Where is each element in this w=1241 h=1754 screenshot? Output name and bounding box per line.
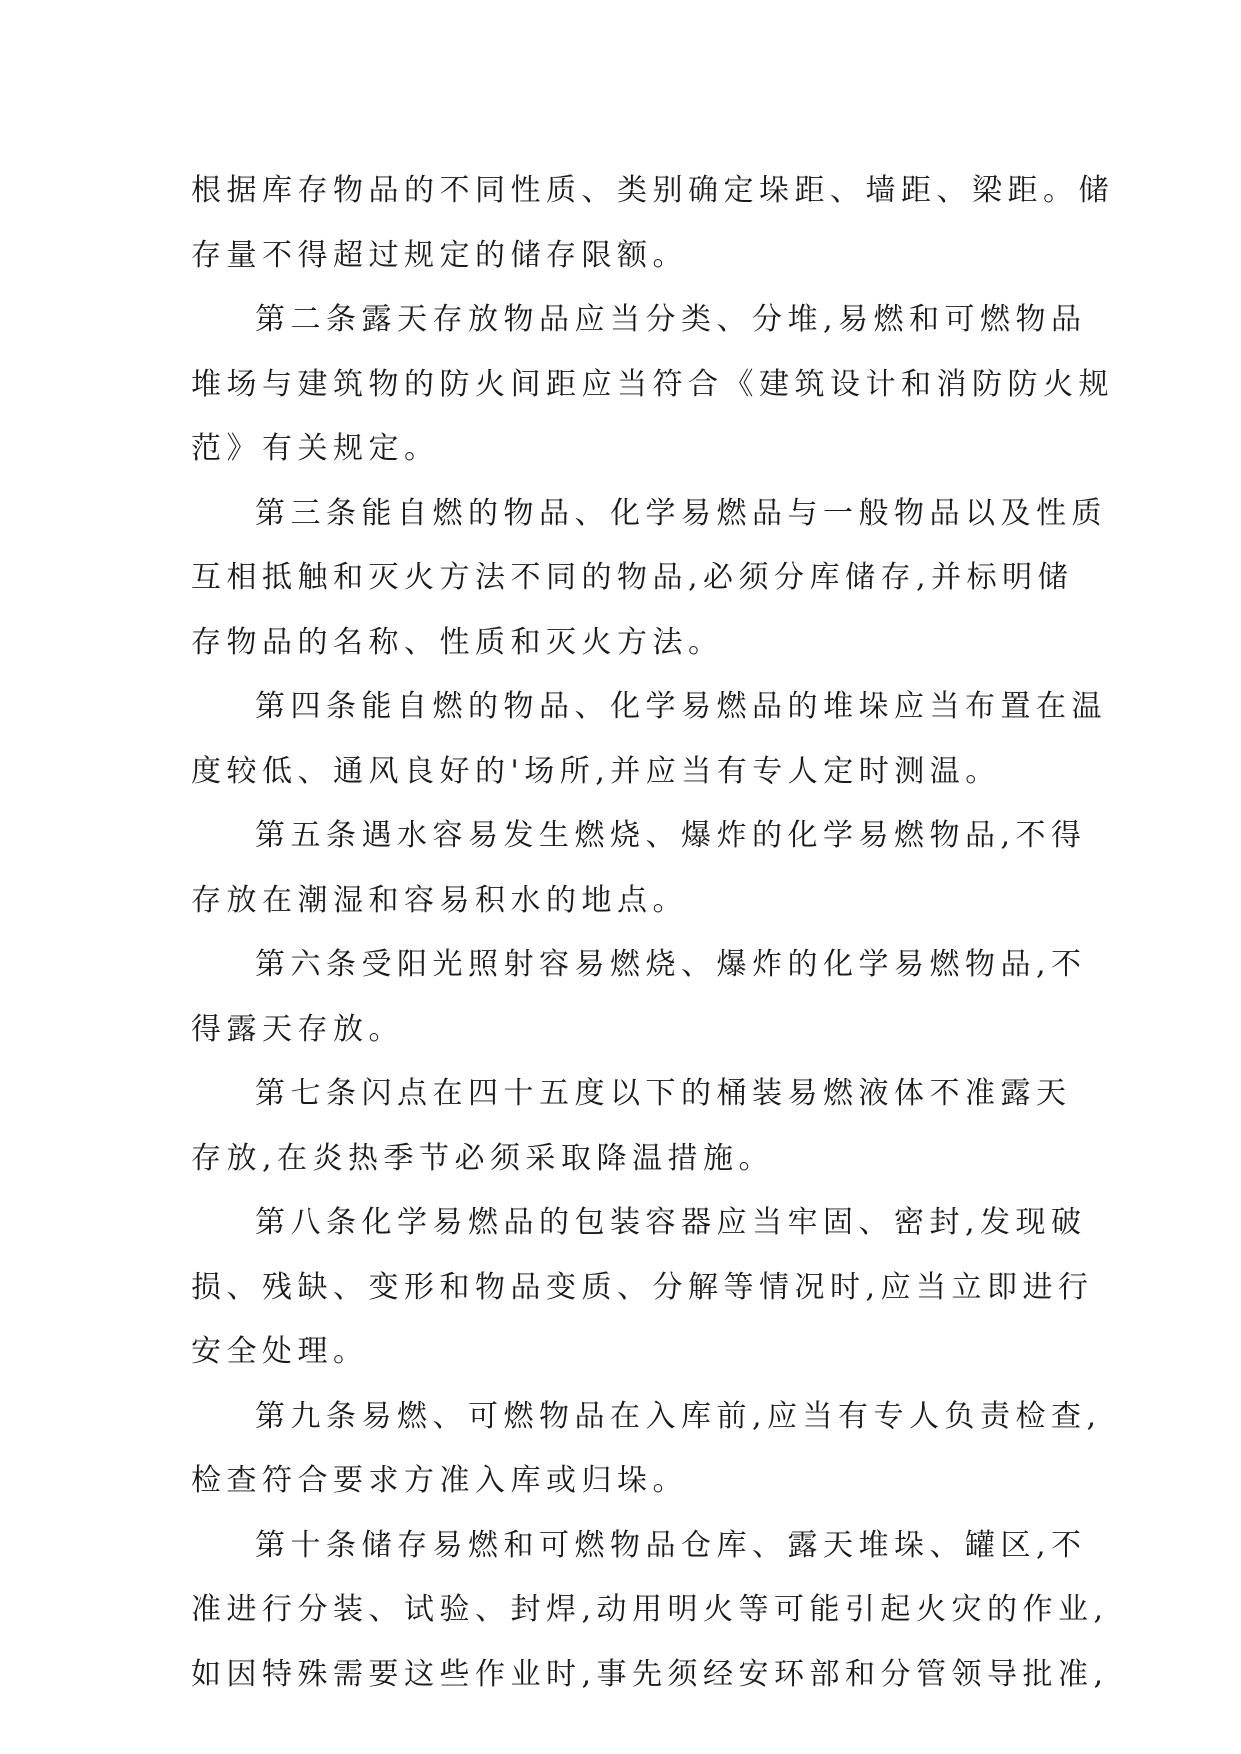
article-3-line: 第三条能自燃的物品、化学易燃品与一般物品以及性质 [255, 495, 1107, 531]
text-line: 存量不得超过规定的储存限额。 [191, 237, 688, 273]
article-4-line: 第四条能自燃的物品、化学易燃品的堆垛应当布置在温 [255, 689, 1107, 724]
text-line: 损、残缺、变形和物品变质、分解等情况时,应当立即进行 [191, 1269, 1094, 1305]
text-line: 度较低、通风良好的'场所,并应当有专人定时测温。 [191, 753, 1001, 789]
article-9-line: 第九条易燃、可燃物品在入库前,应当有专人负责检查, [255, 1398, 1102, 1434]
text-line: 存物品的名称、性质和灭火方法。 [191, 624, 724, 660]
text-line: 存放在潮湿和容易积水的地点。 [191, 882, 688, 918]
text-line: 根据库存物品的不同性质、类别确定垛距、墙距、梁距。储 [191, 173, 1114, 208]
article-2-line: 第二条露天存放物品应当分类、分堆,易燃和可燃物品 [255, 302, 1087, 337]
text-line: 安全处理。 [191, 1334, 369, 1369]
text-line: 得露天存放。 [191, 1011, 404, 1047]
text-line: 堆场与建筑物的防火间距应当符合《建筑设计和消防防火规 [191, 366, 1114, 402]
article-7-line: 第七条闪点在四十五度以下的桶装易燃液体不准露天 [255, 1076, 1072, 1111]
text-line: 准进行分装、试验、封焊,动用明火等可能引起火灾的作业, [191, 1592, 1109, 1627]
text-line: 互相抵触和灭火方法不同的物品,必须分库储存,并标明储 [191, 560, 1074, 595]
article-8-line: 第八条化学易燃品的包装容器应当牢固、密封,发现破 [255, 1205, 1087, 1240]
text-line: 如因特殊需要这些作业时,事先须经安环部和分管领导批准, [191, 1656, 1109, 1692]
article-6-line: 第六条受阳光照射容易燃烧、爆炸的化学易燃物品,不 [255, 947, 1087, 982]
text-line: 存放,在炎热季节必须采取降温措施。 [191, 1140, 775, 1176]
article-5-line: 第五条遇水容易发生燃烧、爆炸的化学易燃物品,不得 [255, 818, 1087, 853]
text-line: 范》有关规定。 [191, 431, 440, 466]
text-line: 检查符合要求方准入库或归垛。 [191, 1463, 688, 1498]
article-10-line: 第十条储存易燃和可燃物品仓库、露天堆垛、罐区,不 [255, 1527, 1087, 1563]
document-body [191, 159, 1114, 1707]
